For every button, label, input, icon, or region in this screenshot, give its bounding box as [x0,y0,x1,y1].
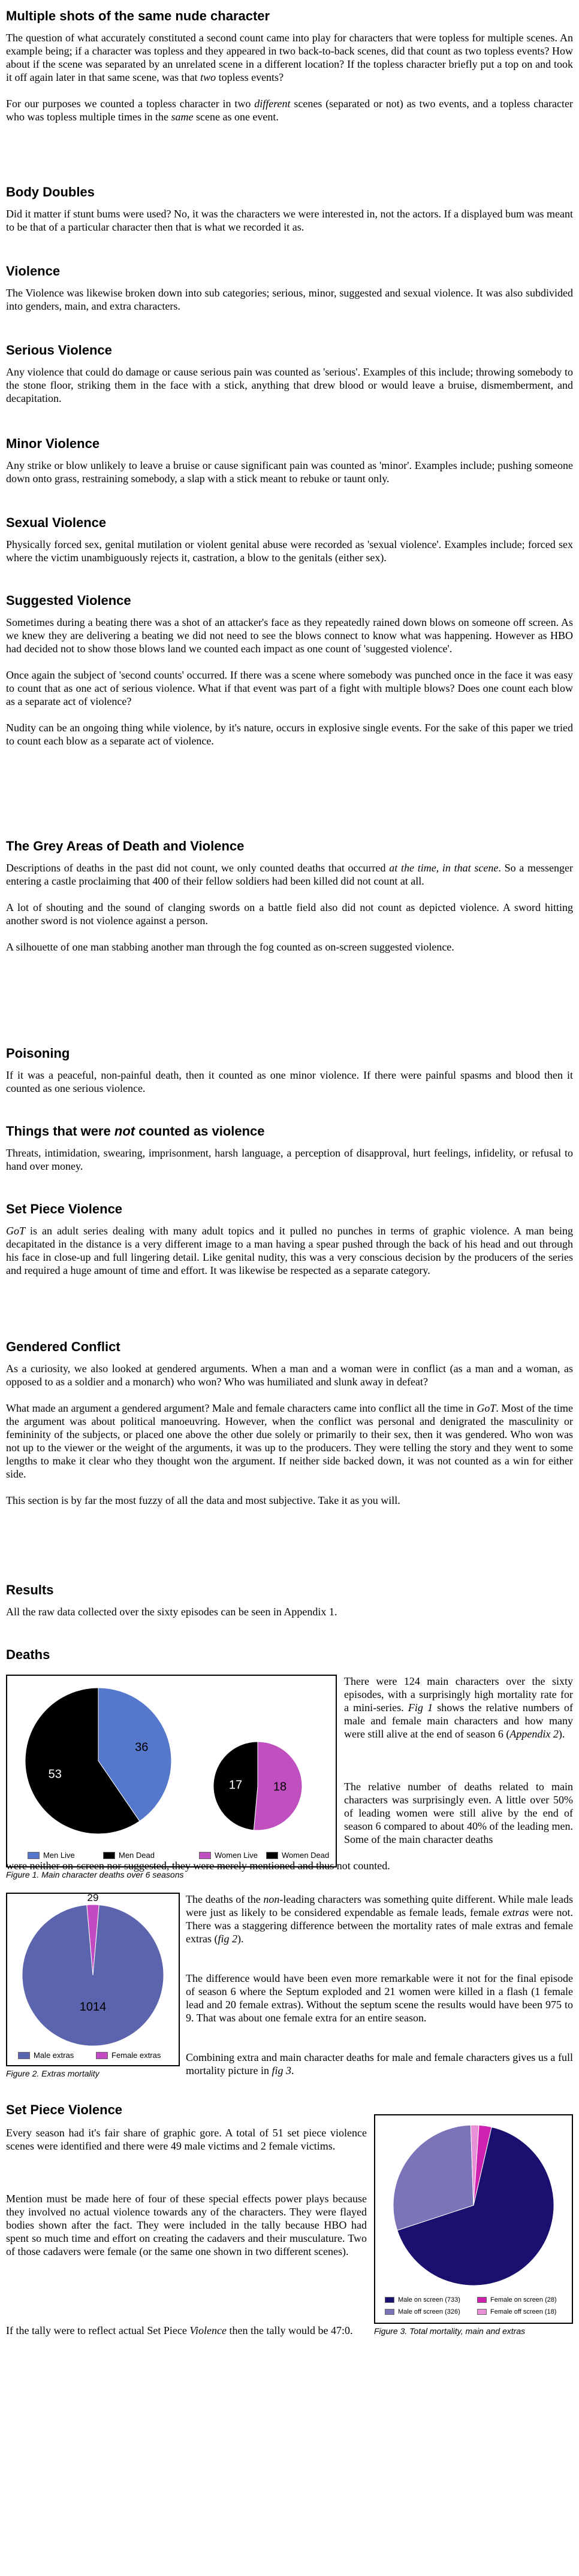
legend-swatch [385,2309,394,2315]
section-heading: Things that were not counted as violence [6,1124,265,1139]
section-heading: Minor Violence [6,436,100,451]
paragraph: Mention must be made here of four of these special effects power plays because they involved no actual violence towards any of the characters. They were flayed bodies shown after the fact. They were included in the tally because HBO had spent so much time and effort on creating the cadavers and their musculature. Two of those cadavers were female (or the same one shown in two different scenes). [6,2193,367,2257]
total-mortality-pie [393,2125,554,2286]
section-violence [6,264,573,313]
paragraph: Any strike or blow unlikely to leave a bruise or cause significant pain was counted as 'minor'. Examples include; pushing someone down onto grass, restraining somebody, a slap with a stick meant to rebuke or taunt only. [6,459,573,485]
section-results [6,1582,573,1618]
section-serious-violence [6,343,573,405]
legend-swatch [28,1852,40,1859]
section-heading: The Grey Areas of Death and Violence [6,839,245,853]
continuation-text: were neither on-screen nor suggested, they were merely mentioned and thus not counted. [6,1860,390,1872]
section-set-piece-violence [6,1201,573,1277]
paragraph: The question of what accurately constituted a second count came into play for characters that were topless for multiple scenes. An example being; if a character was topless and they appeared in two back-to-back scenes, did that count as two topless events? How about if the scene was separated by an unrelated scene in a different location? If the topless character briefly put a top on and took it off again later in that same scene, was that two topless events? [6,32,573,83]
pie-data-label: 36 [135,1740,149,1754]
section-heading: Sexual Violence [6,515,107,530]
legend-female-off-screen [477,2307,556,2317]
paragraph: Physically forced sex, genital mutilation or violent genital abuse were recorded as 'sexual violence'. Examples include; forced sex where the victim unambiguously rejects it, castration, a blow to the genitals (either sex). [6,538,573,564]
legend-swatch [18,2052,30,2059]
section-heading: Serious Violence [6,343,112,358]
section-not-violence [6,1124,573,1173]
paragraph: GoT is an adult series dealing with many adult topics and it pulled no punches in terms of graphic violence. A man being decapitated in the distance is a very different image to a man having a spear pushed through the back of his head and out through his face in close-up and full lingering detail. Like genital nudity, this was a very conscious decision by the producers of the series and required a huge amount of time and effort. It was likewise be respected as a separate category. [6,1225,573,1276]
pie-data-label: 18 [273,1780,287,1794]
legend-swatch [477,2297,487,2303]
section-heading: Results [6,1582,54,1597]
paragraph-continuation [6,1859,573,1872]
paragraph: Threats, intimidation, swearing, imprisonment, harsh language, a perception of disapproval, hurt feelings, infidelity, or refusal to hand over money. [6,1147,573,1172]
paragraph-part: The relative number of deaths related to main characters was surprisingly even. A little over 50% of leading women were still alive by the end of season 6 compared to about 40% of the leading men. Some of the main character deaths [344,1781,573,1845]
paragraph: If the tally were to reflect actual Set Piece Violence then the tally would be 47:0. [6,2324,353,2336]
section-poisoning [6,1046,573,1095]
section-heading: Set Piece Violence [6,1201,123,1216]
figure-1-svg [7,1676,336,1866]
section-set-piece-results [6,2102,366,2118]
paragraph: As a curiosity, we also looked at gendered arguments. When a man and a woman were in conflict (as a man and a woman, as opposed to as a soldier and a monarch) who won? Who was humiliated and slunk away in defeat? [6,1363,573,1388]
section-heading: Multiple shots of the same nude character [6,8,270,23]
section-minor-violence [6,436,573,485]
paragraph: The Violence was likewise broken down into sub categories; serious, minor, suggested and sexual violence. It was also subdivided into genders, main, and extra characters. [6,287,573,312]
pie-data-label: 17 [228,1778,243,1792]
paragraph: Any violence that could do damage or cause serious pain was counted as 'serious'. Examples of this include; throwing somebody to the stone floor, striking them in the face with a stick, anything that drew blood or would leave a bruise, dismemberment, and decapitation. [6,366,573,404]
paragraph: Once again the subject of 'second counts' occurred. If there was a scene where somebody was punched once in the face it was easy to count that as one act of serious violence. What if that event was part of a fight with multiple blows? Does one count each blow as a separate act of violence? [6,669,573,707]
paragraph: Descriptions of deaths in the past did not count, we only counted deaths that occurred at the time, in that scene. So a messenger entering a castle proclaiming that 400 of their fellow soldiers had been killed did not count at all. [6,862,573,887]
legend-label: Male on screen (733) [398,2296,460,2303]
pie-data-label: 1014 [79,2000,107,2014]
figure-1-caption: Figure 1. Main character deaths over 6 seasons [6,1870,184,1879]
paragraph: Nudity can be an ongoing thing while violence, by it's nature, occurs in explosive single events. For the sake of this paper we tried to count each blow as a separate act of violence. [6,722,573,747]
men-pie [25,1688,171,1834]
legend-label: Female extras [111,2051,161,2060]
figure-3-svg [375,2115,572,2323]
figure-3-caption: Figure 3. Total mortality, main and extras [374,2326,526,2336]
legend-female-extras [96,2051,161,2060]
legend-female-on-screen [477,2295,557,2305]
section-heading: Body Doubles [6,184,95,199]
paragraph: There were 124 main characters over the sixty episodes, with a surprisingly high mortality rate for a mini-series. Fig 1 shows the relative numbers of male and female main characters and how many were still alive at the end of season 6 (Appendix 2). [344,1675,574,1740]
section-heading: Violence [6,264,61,279]
figure-2-caption: Figure 2. Extras mortality [6,2069,99,2078]
legend-swatch [103,1852,115,1859]
paragraph: This section is by far the most fuzzy of all the data and most subjective. Take it as you will. [6,1494,400,1506]
section-multiple-shots [6,8,573,123]
section-heading: Poisoning [6,1046,70,1061]
legend-swatch [385,2297,394,2303]
paragraph: Every season had it's fair share of graphic gore. A total of 51 set piece violence scenes were identified and there were 49 male victims and 2 female victims. [6,2127,367,2152]
legend-swatch [266,1852,278,1859]
legend-label: Women Dead [282,1851,330,1860]
pie-data-label: 53 [48,1767,62,1781]
figure-2-svg [7,1894,179,2065]
legend-label: Men Dead [119,1851,155,1860]
paragraph: Sometimes during a beating there was a shot of an attacker's face as they repeatedly rained down blows on someone off screen. As we knew they are delivering a beating we did not need to see the blows connect to know what was happening. However as HBO had decided not to show those blows land we counted each impact as one count of 'suggested violence'. [6,616,573,655]
section-deaths [6,1647,573,1663]
legend-male-extras [18,2051,74,2060]
paragraph: A lot of shouting and the sound of clanging swords on a battle field also did not count as depicted violence. A sword hitting another sword is not violence against a person. [6,901,573,927]
paragraph: Combining extra and main character deaths for male and female characters gives us a full mortality picture in fig 3. [186,2051,573,2076]
legend-swatch [199,1852,211,1859]
figure-1-chart [6,1675,337,1867]
legend-label: Female off screen (18) [490,2308,557,2315]
section-sexual-violence [6,515,573,564]
legend-swatch [96,2052,108,2059]
legend-male-off-screen [385,2307,460,2317]
section-body-doubles [6,184,573,234]
section-heading: Suggested Violence [6,593,131,608]
section-suggested-violence [6,593,573,747]
extras-pie [22,1894,164,2046]
paragraph: If it was a peaceful, non-painful death, then it counted as one minor violence. If there were painful spasms and blood then it counted as one serious violence. [6,1069,573,1094]
legend-label: Men Live [43,1851,75,1860]
section-grey-areas [6,839,573,953]
legend-label: Male extras [34,2051,74,2060]
paragraph: The deaths of the non-leading characters was something quite different. While male leads were just as likely to be considered expendable as female leads, female extras were not. There was a staggering difference between the mortality rates of male extras and female extras (fig 2). [186,1893,574,1945]
figure-2-chart [6,1893,180,2066]
paragraph: A silhouette of one man stabbing another man through the fog counted as on-screen suggested violence. [6,941,454,953]
section-gendered-conflict [6,1339,573,1507]
legend-label: Female on screen (28) [490,2296,557,2303]
figure-3-chart [374,2114,573,2324]
legend-label: Male off screen (326) [398,2308,460,2315]
women-pie [213,1742,302,1830]
paragraph: Did it matter if stunt bums were used? No, it was the characters we were interested in, not the actors. If a displayed bum was meant to be that of a particular character then that is what we recorded it as. [6,208,573,233]
section-heading: Gendered Conflict [6,1339,120,1354]
legend-swatch [477,2309,487,2315]
pie-data-label: 29 [87,1894,99,1903]
section-heading: Deaths [6,1647,50,1662]
paragraph: What made an argument a gendered argument? Male and female characters came into conflict all the time in GoT. Most of the time the argument was about political manoeuvring. However, when the conflict was personal and denigrated the masculinity or femininity of the subjects, or placed one above the other due solely or primarily to their sex, then it was gendered. Who won was not up to the viewer or the weight of the arguments, it was up to the producers. They were telling the story and they went to some lengths to make it clear who they thought won the argument. If neither side backed down, it was not counted as a win for either side. [6,1402,573,1480]
paragraph: For our purposes we counted a topless character in two different scenes (separated or not) as two events, and a topless character who was topless multiple times in the same scene as one event. [6,98,574,123]
section-heading: Set Piece Violence [6,2102,123,2117]
paragraph: All the raw data collected over the sixty episodes can be seen in Appendix 1. [6,1606,337,1618]
paragraph: The difference would have been even more remarkable were it not for the final episode of season 6 where the Septum exploded and 21 women were killed in a flash (1 female lead and 20 female extras). Without the septum scene the results would have been 975 to 9. That was about one female extra for an entire season. [186,1972,573,2024]
legend-label: Women Live [215,1851,258,1860]
legend-male-on-screen [385,2295,460,2305]
